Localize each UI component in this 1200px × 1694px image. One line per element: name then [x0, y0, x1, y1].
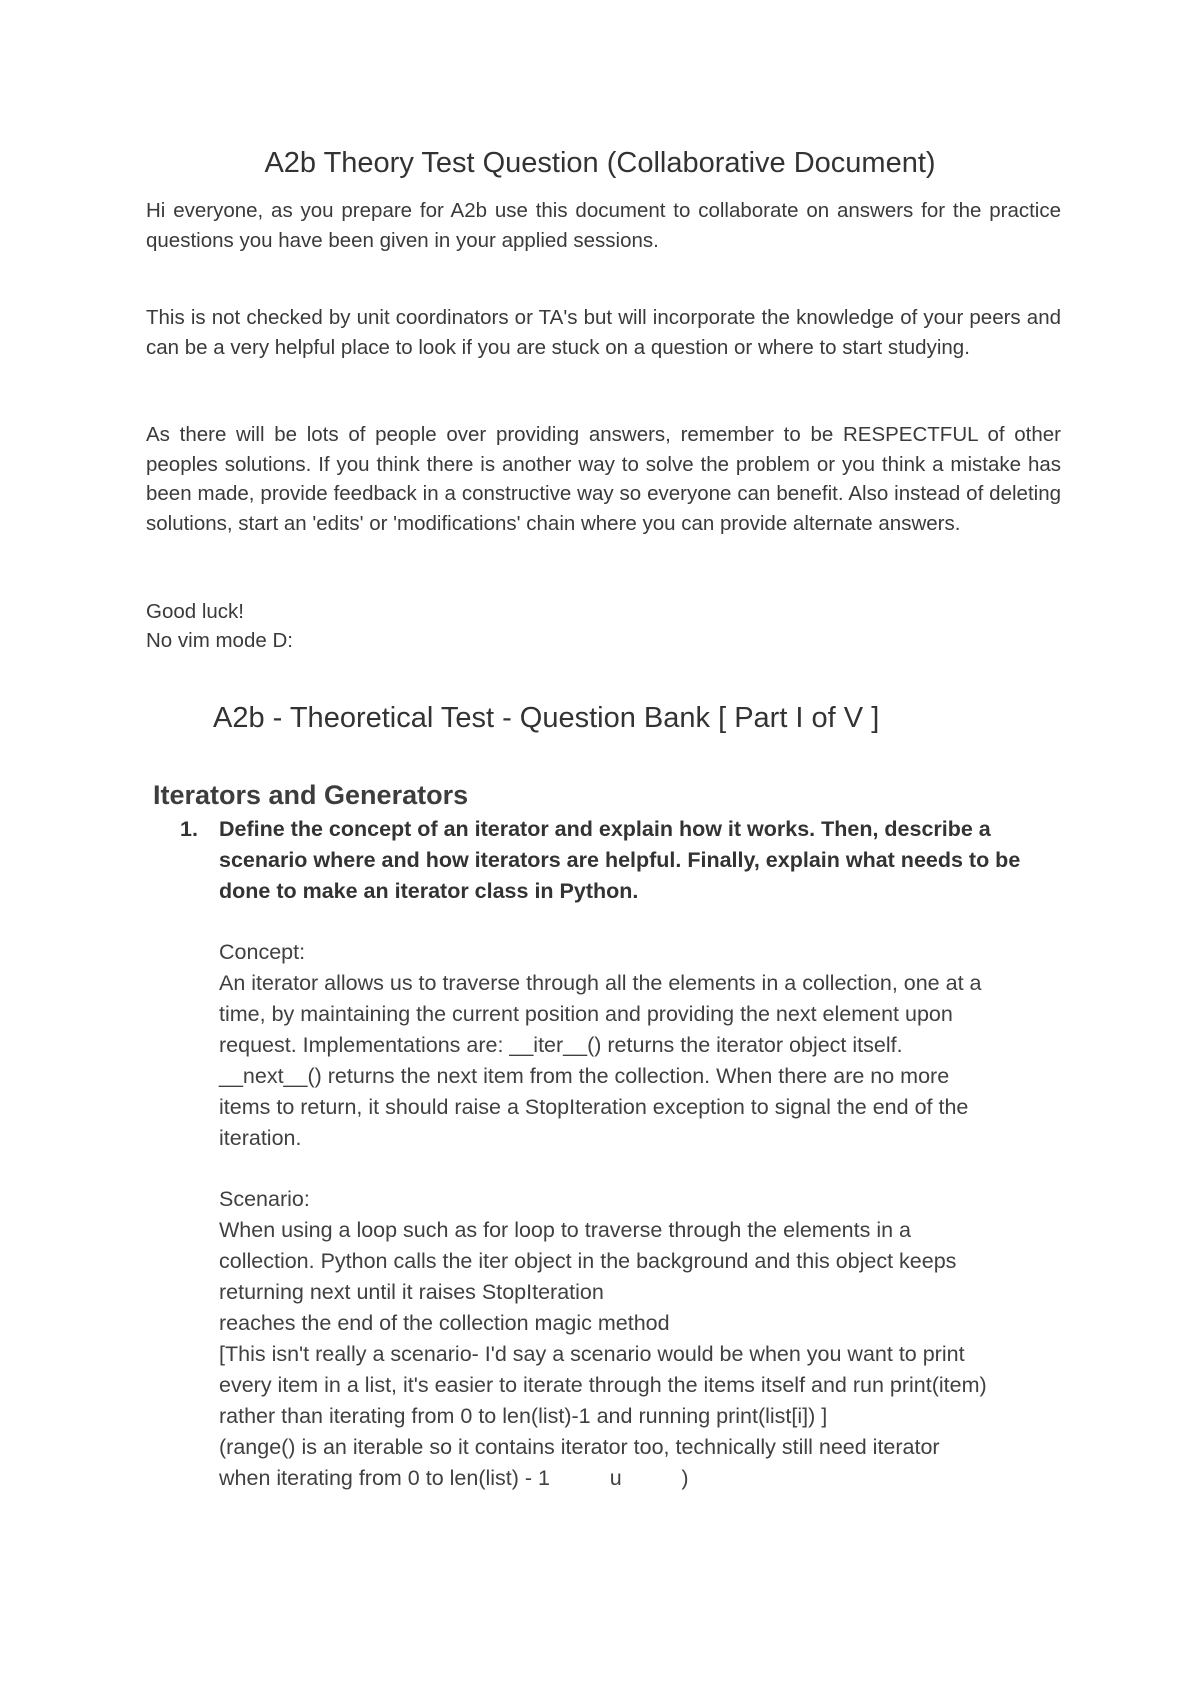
concept-line: __next__() returns the next item from the collection. When there are no more [219, 1064, 950, 1088]
question-bank-title: A2b - Theoretical Test - Question Bank [ Part I of V ] [213, 702, 880, 734]
concept-line: request. Implementations are: __iter__() returns the iterator object itself. [219, 1033, 903, 1057]
concept-line: iteration. [219, 1126, 302, 1150]
scenario-line: reaches the end of the collection magic method [219, 1311, 670, 1335]
scenario-label: Scenario: [219, 1187, 310, 1211]
scenario-line: (range() is an iterable so it contains iterator too, technically still need iterator [219, 1435, 940, 1459]
scenario-line: [This isn't really a scenario- I'd say a scenario would be when you want to print [219, 1342, 965, 1366]
scenario-line: when iterating from 0 to len(list) - 1 u ) [219, 1466, 689, 1490]
scenario-line: rather than iterating from 0 to len(list)-1 and running print(list[i]) ] [219, 1404, 828, 1428]
good-luck-text: Good luck! [146, 600, 244, 623]
section-heading: Iterators and Generators [153, 780, 469, 810]
intro-paragraph-1: Hi everyone, as you prepare for A2b use this document to collaborate on answers for the practice questions you have been given in your applied sessions. [146, 199, 1061, 252]
scenario-answer [219, 1184, 1069, 1494]
concept-answer [219, 937, 1069, 1154]
question-text: Define the concept of an iterator and explain how it works. Then, describe a scenario where and how iterators are helpful. Finally, explain what needs to be done to make an iterator class in Python. [219, 817, 1021, 903]
concept-label: Concept: [219, 940, 306, 964]
scenario-line: When using a loop such as for loop to traverse through the elements in a [219, 1218, 911, 1242]
intro-paragraph-3: As there will be lots of people over providing answers, remember to be RESPECTFUL of other peoples solutions. If you think there is another way to solve the problem or you think a mistake has been made, provide feedback in a constructive way so everyone can benefit. Also instead of deleting solutions, start an 'edits' or 'modifications' chain where you can provide alternate answers. [146, 423, 1061, 535]
scenario-line: collection. Python calls the iter object in the background and this object keeps [219, 1249, 957, 1273]
document-title: A2b Theory Test Question (Collaborative Document) [264, 147, 936, 179]
scenario-line: returning next until it raises StopIteration [219, 1280, 604, 1304]
question-number: 1. [180, 817, 198, 841]
scenario-line: every item in a list, it's easier to iterate through the items itself and run print(item) [219, 1373, 987, 1397]
concept-line: An iterator allows us to traverse through all the elements in a collection, one at a [219, 971, 982, 995]
concept-line: items to return, it should raise a StopIteration exception to signal the end of the [219, 1095, 969, 1119]
no-vim-text: No vim mode D: [146, 629, 293, 652]
concept-line: time, by maintaining the current position and providing the next element upon [219, 1002, 953, 1026]
intro-paragraph-2: This is not checked by unit coordinators or TA's but will incorporate the knowledge of your peers and can be a very helpful place to look if you are stuck on a question or where to start studying. [146, 306, 1061, 359]
